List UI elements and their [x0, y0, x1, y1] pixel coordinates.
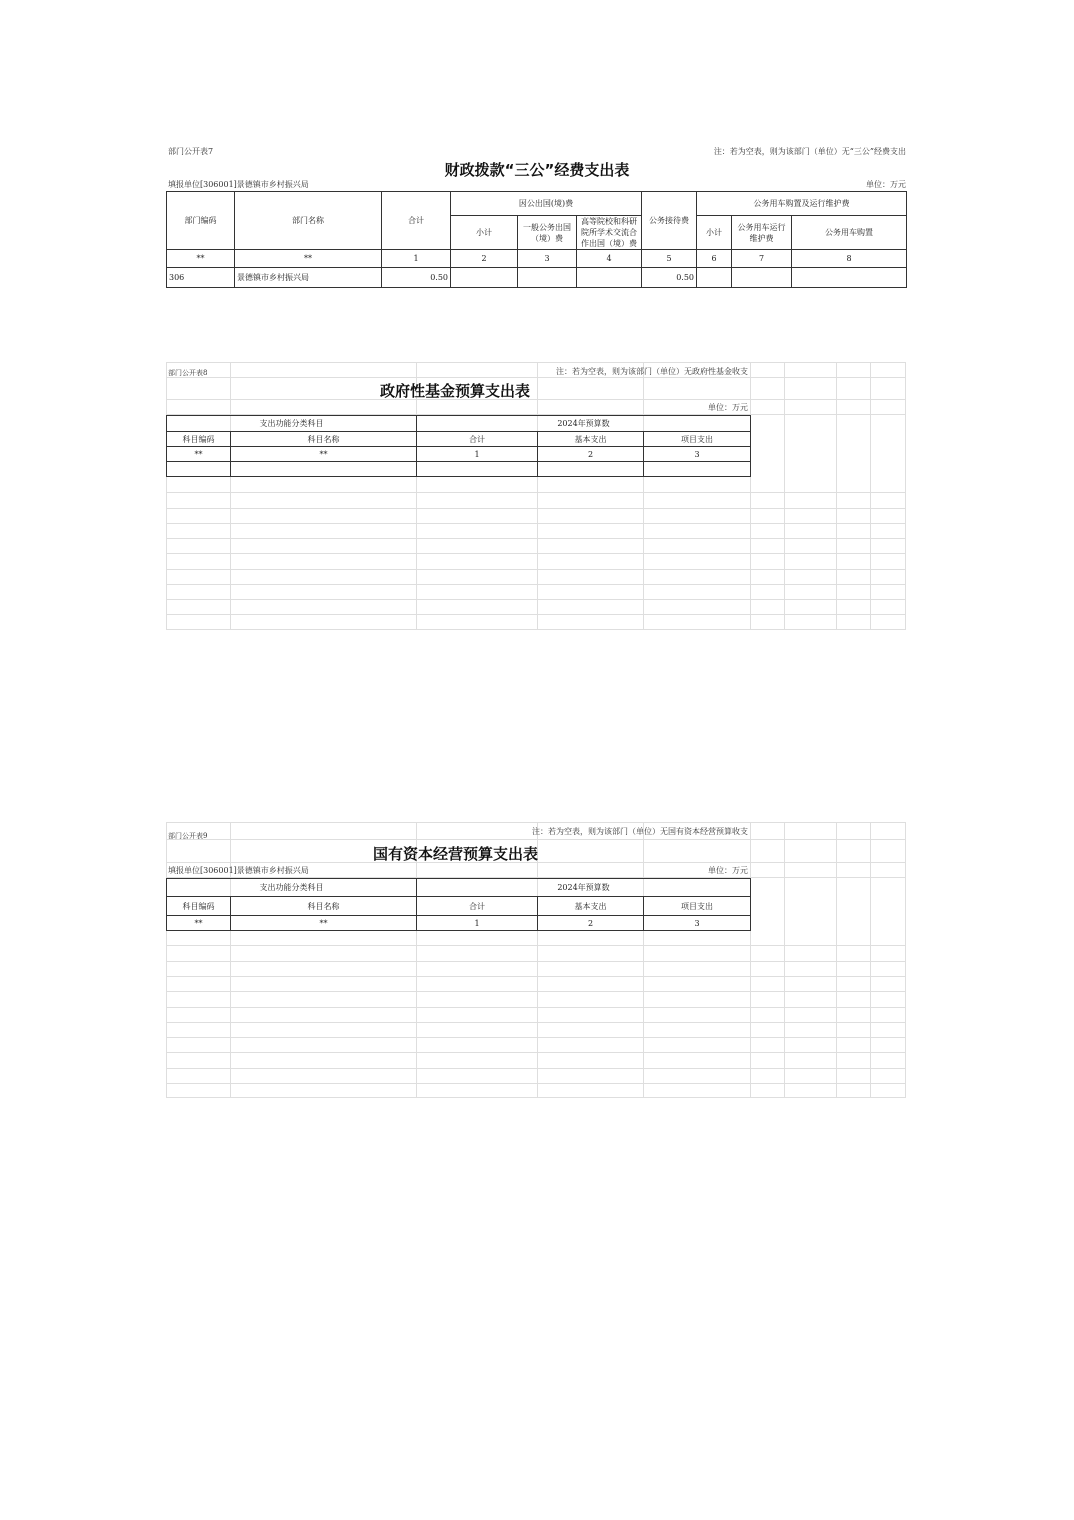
header-vehicle: 公务用车购置及运行维护费 [697, 192, 907, 216]
data-cell [732, 268, 792, 288]
table7-unit-name: 填报单位[306001]景德镇市乡村振兴局 [168, 180, 309, 189]
header-project: 项目支出 [644, 897, 751, 916]
table7 [166, 191, 907, 288]
index-cell: 1 [417, 447, 538, 462]
data-cell: 景德镇市乡村振兴局 [235, 268, 382, 288]
data-cell [792, 268, 907, 288]
header-func: 支出功能分类科目 [167, 879, 417, 897]
header-vehicle-operation: 公务用车运行维护费 [732, 216, 792, 250]
index-cell: 1 [382, 250, 451, 268]
index-cell: ** [167, 916, 231, 931]
index-cell: 8 [792, 250, 907, 268]
index-cell: 3 [644, 916, 751, 931]
index-cell: ** [231, 447, 417, 462]
table-row [167, 462, 751, 477]
data-cell [697, 268, 732, 288]
index-cell: 2 [451, 250, 518, 268]
table-row [167, 268, 907, 288]
data-cell: 0.50 [382, 268, 451, 288]
index-cell: ** [167, 447, 231, 462]
header-total: 合计 [417, 432, 538, 447]
header-vehicle-purchase: 公务用车购置 [792, 216, 907, 250]
header-abroad-general: 一般公务出国（境）费 [518, 216, 577, 250]
header-reception: 公务接待费 [642, 192, 697, 250]
table8 [166, 415, 751, 477]
table-row [167, 916, 751, 931]
header-basic: 基本支出 [538, 897, 644, 916]
header-abroad-subtotal: 小计 [451, 216, 518, 250]
empty-cell [644, 462, 751, 477]
header-budget: 2024年预算数 [417, 879, 751, 897]
header-func: 支出功能分类科目 [167, 416, 417, 432]
table9 [166, 878, 751, 931]
data-cell [451, 268, 518, 288]
header-dept-code: 部门编码 [167, 192, 235, 250]
table8-title: 政府性基金预算支出表 [380, 382, 531, 400]
table9-title: 国有资本经营预算支出表 [373, 845, 539, 863]
table7-unit-money: 单位：万元 [866, 180, 906, 189]
table7-note: 注：若为空表，则为该部门（单位）无“三公”经费支出 [713, 147, 906, 156]
header-dept-name: 部门名称 [235, 192, 382, 250]
index-cell: 7 [732, 250, 792, 268]
header-budget: 2024年预算数 [417, 416, 751, 432]
header-vehicle-subtotal: 小计 [697, 216, 732, 250]
header-code: 科目编码 [167, 432, 231, 447]
table9-note: 注：若为空表，则为该部门（单位）无国有资本经营预算收支 [532, 827, 748, 836]
index-cell: ** [231, 916, 417, 931]
header-code: 科目编码 [167, 897, 231, 916]
header-total: 合计 [417, 897, 538, 916]
header-abroad-academic: 高等院校和科研院所学术交流合作出国（境）费 [577, 216, 642, 250]
empty-cell [538, 462, 644, 477]
empty-cell [167, 462, 231, 477]
index-cell: 2 [538, 916, 644, 931]
index-cell: 2 [538, 447, 644, 462]
data-cell: 0.50 [642, 268, 697, 288]
index-cell: 4 [577, 250, 642, 268]
table7-tag: 部门公开表7 [168, 147, 214, 156]
index-cell: 6 [697, 250, 732, 268]
table9-tag: 部门公开表9 [168, 832, 208, 840]
table9-sheet [166, 822, 906, 1098]
header-basic: 基本支出 [538, 432, 644, 447]
table8-sheet [166, 362, 906, 630]
table9-unit-name: 填报单位[306001]景德镇市乡村振兴局 [168, 866, 309, 875]
table-row [167, 447, 751, 462]
index-cell: 3 [518, 250, 577, 268]
index-cell: ** [167, 250, 235, 268]
header-abroad: 因公出国(境)费 [451, 192, 642, 216]
index-cell: 1 [417, 916, 538, 931]
table9-unit-money: 单位：万元 [708, 866, 748, 875]
data-cell [577, 268, 642, 288]
empty-cell [417, 462, 538, 477]
table-row [167, 250, 907, 268]
header-total: 合计 [382, 192, 451, 250]
data-cell [518, 268, 577, 288]
table7-title: 财政拨款“三公”经费支出表 [444, 161, 630, 179]
index-cell: ** [235, 250, 382, 268]
header-name: 科目名称 [231, 897, 417, 916]
index-cell: 5 [642, 250, 697, 268]
empty-cell [231, 462, 417, 477]
index-cell: 3 [644, 447, 751, 462]
table8-tag: 部门公开表8 [168, 369, 208, 377]
table8-note: 注：若为空表，则为该部门（单位）无政府性基金收支 [556, 367, 748, 376]
table8-unit-money: 单位：万元 [708, 403, 748, 412]
header-name: 科目名称 [231, 432, 417, 447]
data-cell: 306 [167, 268, 235, 288]
header-project: 项目支出 [644, 432, 751, 447]
